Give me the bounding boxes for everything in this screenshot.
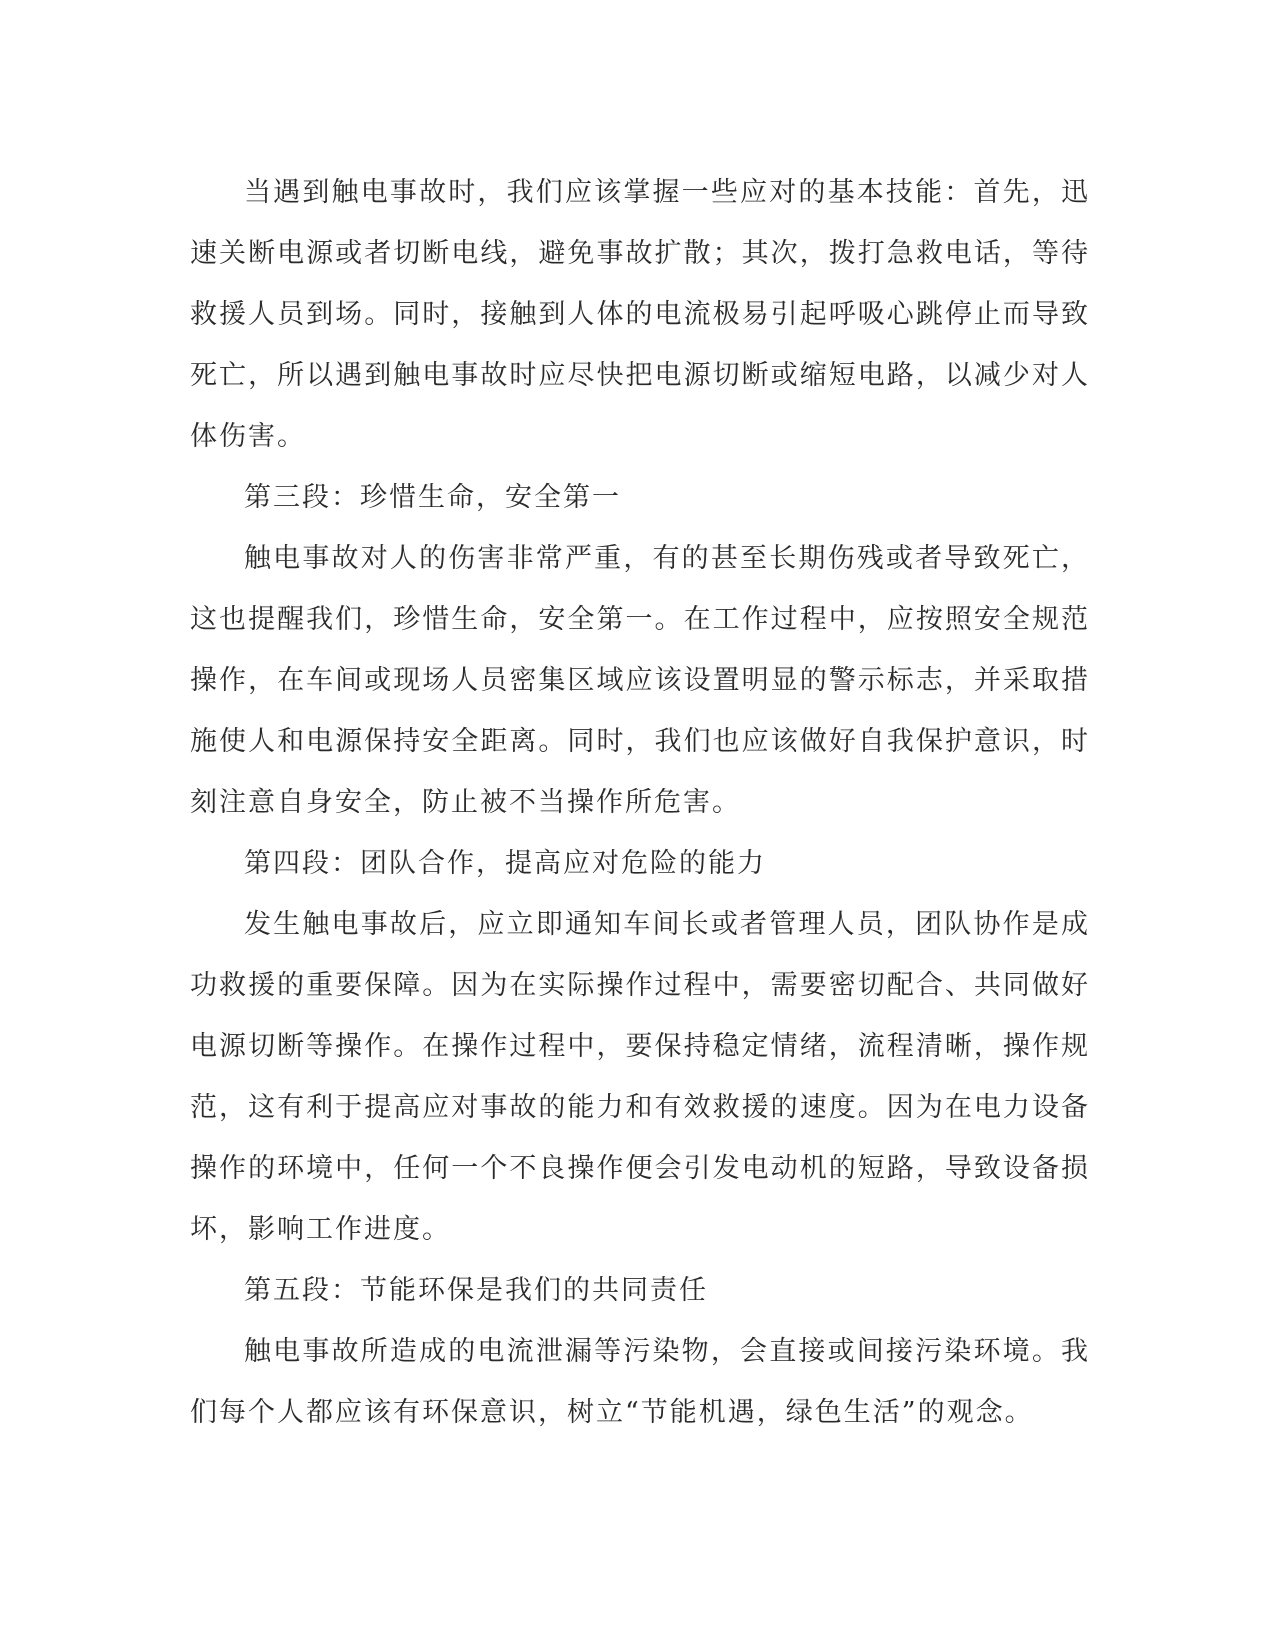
section-heading-5: 第五段：节能环保是我们的共同责任 [244, 1275, 708, 1306]
paragraph-environment: 触电事故所造成的电流泄漏等污染物，会直接或间接污染环境。我们每个人都应该有环保意识，树立“节能机遇，绿色生活”的观念。 [190, 1336, 1090, 1428]
section-heading-3: 第三段：珍惜生命，安全第一 [244, 482, 621, 513]
paragraph-teamwork: 发生触电事故后，应立即通知车间长或者管理人员，团队协作是成功救援的重要保障。因为在实际操作过程中，需要密切配合、共同做好电源切断等操作。在操作过程中，要保持稳定情绪，流程清晰，操作规范，这有利于提高应对事故的能力和有效救援的速度。因为在电力设备操作的环境中，任何一个不良操作便会引发电动机的短路，导致设备损坏，影响工作进度。 [190, 909, 1090, 1245]
paragraph-cherish-life: 触电事故对人的伤害非常严重，有的甚至长期伤残或者导致死亡，这也提醒我们，珍惜生命，安全第一。在工作过程中，应按照安全规范操作，在车间或现场人员密集区域应该设置明显的警示标志，并采取措施使人和电源保持安全距离。同时，我们也应该做好自我保护意识，时刻注意自身安全，防止被不当操作所危害。 [190, 543, 1090, 818]
section-heading-4: 第四段：团队合作，提高应对危险的能力 [244, 848, 766, 879]
document-body [190, 162, 1090, 1443]
paragraph-emergency-skills: 当遇到触电事故时，我们应该掌握一些应对的基本技能：首先，迅速关断电源或者切断电线，避免事故扩散；其次，拨打急救电话，等待救援人员到场。同时，接触到人体的电流极易引起呼吸心跳停止而导致死亡，所以遇到触电事故时应尽快把电源切断或缩短电路，以减少对人体伤害。 [190, 177, 1090, 452]
